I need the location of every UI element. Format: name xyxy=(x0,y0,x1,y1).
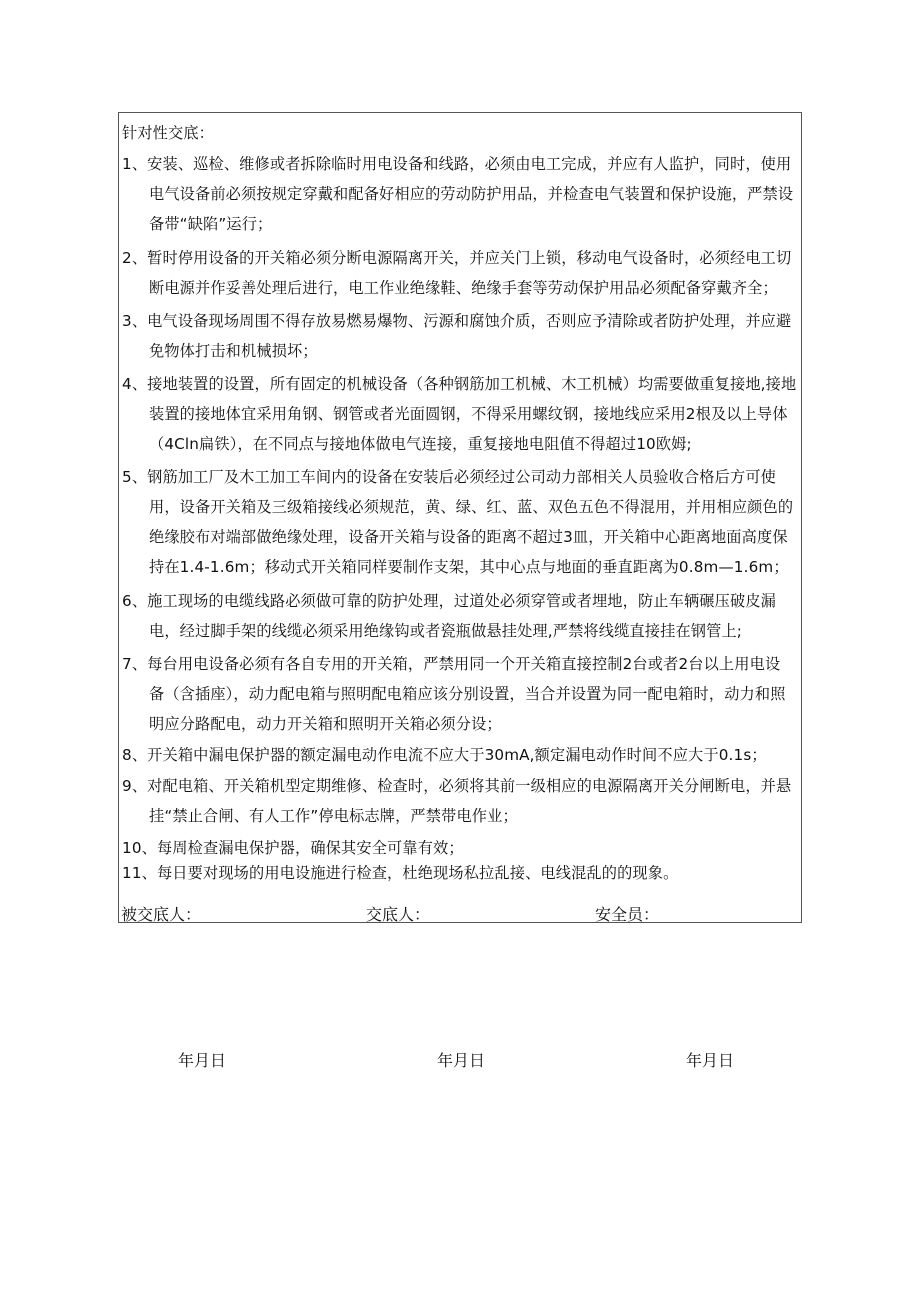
item-8-line-1: 8、开关箱中漏电保护器的额定漏电动作电流不应大于30mA,额定漏电动作时间不应大于0.1s； xyxy=(122,746,767,764)
item-10-line-1: 10、每周检查漏电保护器，确保其安全可靠有效； xyxy=(122,839,464,857)
item-3-line-2: 免物体打击和机械损坏； xyxy=(149,342,318,360)
item-7-line-1: 7、每台用电设备必须有各自专用的开关箱，严禁用同一个开关箱直接控制2台或者2台以上用电设 xyxy=(122,655,781,673)
item-3-line-1: 3、电气设备现场周围不得存放易燃易爆物、污源和腐蚀介质，否则应予清除或者防护处理，并应避 xyxy=(122,312,792,330)
giver-date: 年月日 xyxy=(437,1051,486,1070)
section-heading: 针对性交底： xyxy=(122,124,215,142)
safety-officer-date: 年月日 xyxy=(686,1051,735,1070)
item-6-line-1: 6、施工现场的电缆线路必须做可靠的防护处理，过道处必须穿管或者埋地，防止车辆碾压破皮漏 xyxy=(122,592,776,610)
item-4-line-3: （4Cln扁铁），在不同点与接地体做电气连接，重复接地电阻值不得超过10欧姆; xyxy=(149,435,692,453)
item-7-line-2: 备（含插座），动力配电箱与照明配电箱应该分别设置，当合并设置为同一配电箱时，动力和照 xyxy=(149,685,786,703)
receiver-date: 年月日 xyxy=(178,1051,227,1070)
item-5-line-1: 5、钢筋加工厂及木工加工车间内的设备在安装后必须经过公司动力部相关人员验收合格后方可使 xyxy=(122,468,776,486)
item-4-line-1: 4、接地装置的设置，所有固定的机械设备（各种钢筋加工机械、木工机械）均需要做重复接地,接地 xyxy=(122,375,797,393)
item-9-line-1: 9、对配电箱、开关箱机型定期维修、检查时，必须将其前一级相应的电源隔离开关分闸断电，并悬 xyxy=(122,777,792,795)
item-9-line-2: 挂“禁止合闸、有人工作”停电标志牌，严禁带电作业； xyxy=(149,807,518,825)
item-1-line-1: 1、安装、巡检、维修或者拆除临时用电设备和线路，必须由电工完成，并应有人监护，同时，使用 xyxy=(122,155,792,173)
safety-officer-signature-label: 安全员： xyxy=(595,905,660,924)
item-2-line-2: 断电源并作妥善处理后进行，电工作业绝缘鞋、绝缘手套等劳动保护用品必须配备穿戴齐全； xyxy=(149,279,778,297)
item-1-line-3: 备带“缺陷”运行； xyxy=(149,215,273,233)
item-4-line-2: 装置的接地体宜采用角钢、钢管或者光面圆钢，不得采用螺纹钢，接地线应采用2根及以上导体 xyxy=(149,405,788,423)
item-6-line-2: 电，经过脚手架的线缆必须采用绝缘钩或者瓷瓶做悬挂处理,严禁将线缆直接挂在钢管上; xyxy=(149,622,743,640)
item-1-line-2: 电气设备前必须按规定穿戴和配备好相应的劳动防护用品，并检查电气装置和保护设施，严禁设 xyxy=(149,185,794,203)
item-5-line-2: 用，设备开关箱及三级箱接线必须规范，黄、绿、红、蓝、双色五色不得混用，并用相应颜色的 xyxy=(149,498,794,516)
receiver-signature-label: 被交底人： xyxy=(121,905,202,924)
item-7-line-3: 明应分路配电，动力开关箱和照明开关箱必须分设； xyxy=(149,715,502,733)
item-11-line-1: 11、每日要对现场的用电设施进行检查，杜绝现场私拉乱接、电线混乱的的现象。 xyxy=(122,864,679,882)
item-2-line-1: 2、暂时停用设备的开关箱必须分断电源隔离开关，并应关门上锁，移动电气设备时，必须经电工切 xyxy=(122,249,792,267)
item-5-line-3: 绝缘胶布对端部做绝缘处理，设备开关箱与设备的距离不超过3皿，开关箱中心距离地面高度保 xyxy=(149,528,788,546)
item-5-line-4: 持在1.4-1.6m；移动式开关箱同样要制作支架，其中心点与地面的垂直距离为0.8m—1.6m； xyxy=(149,558,789,576)
disclosure-box xyxy=(118,112,802,923)
giver-signature-label: 交底人： xyxy=(366,905,431,924)
